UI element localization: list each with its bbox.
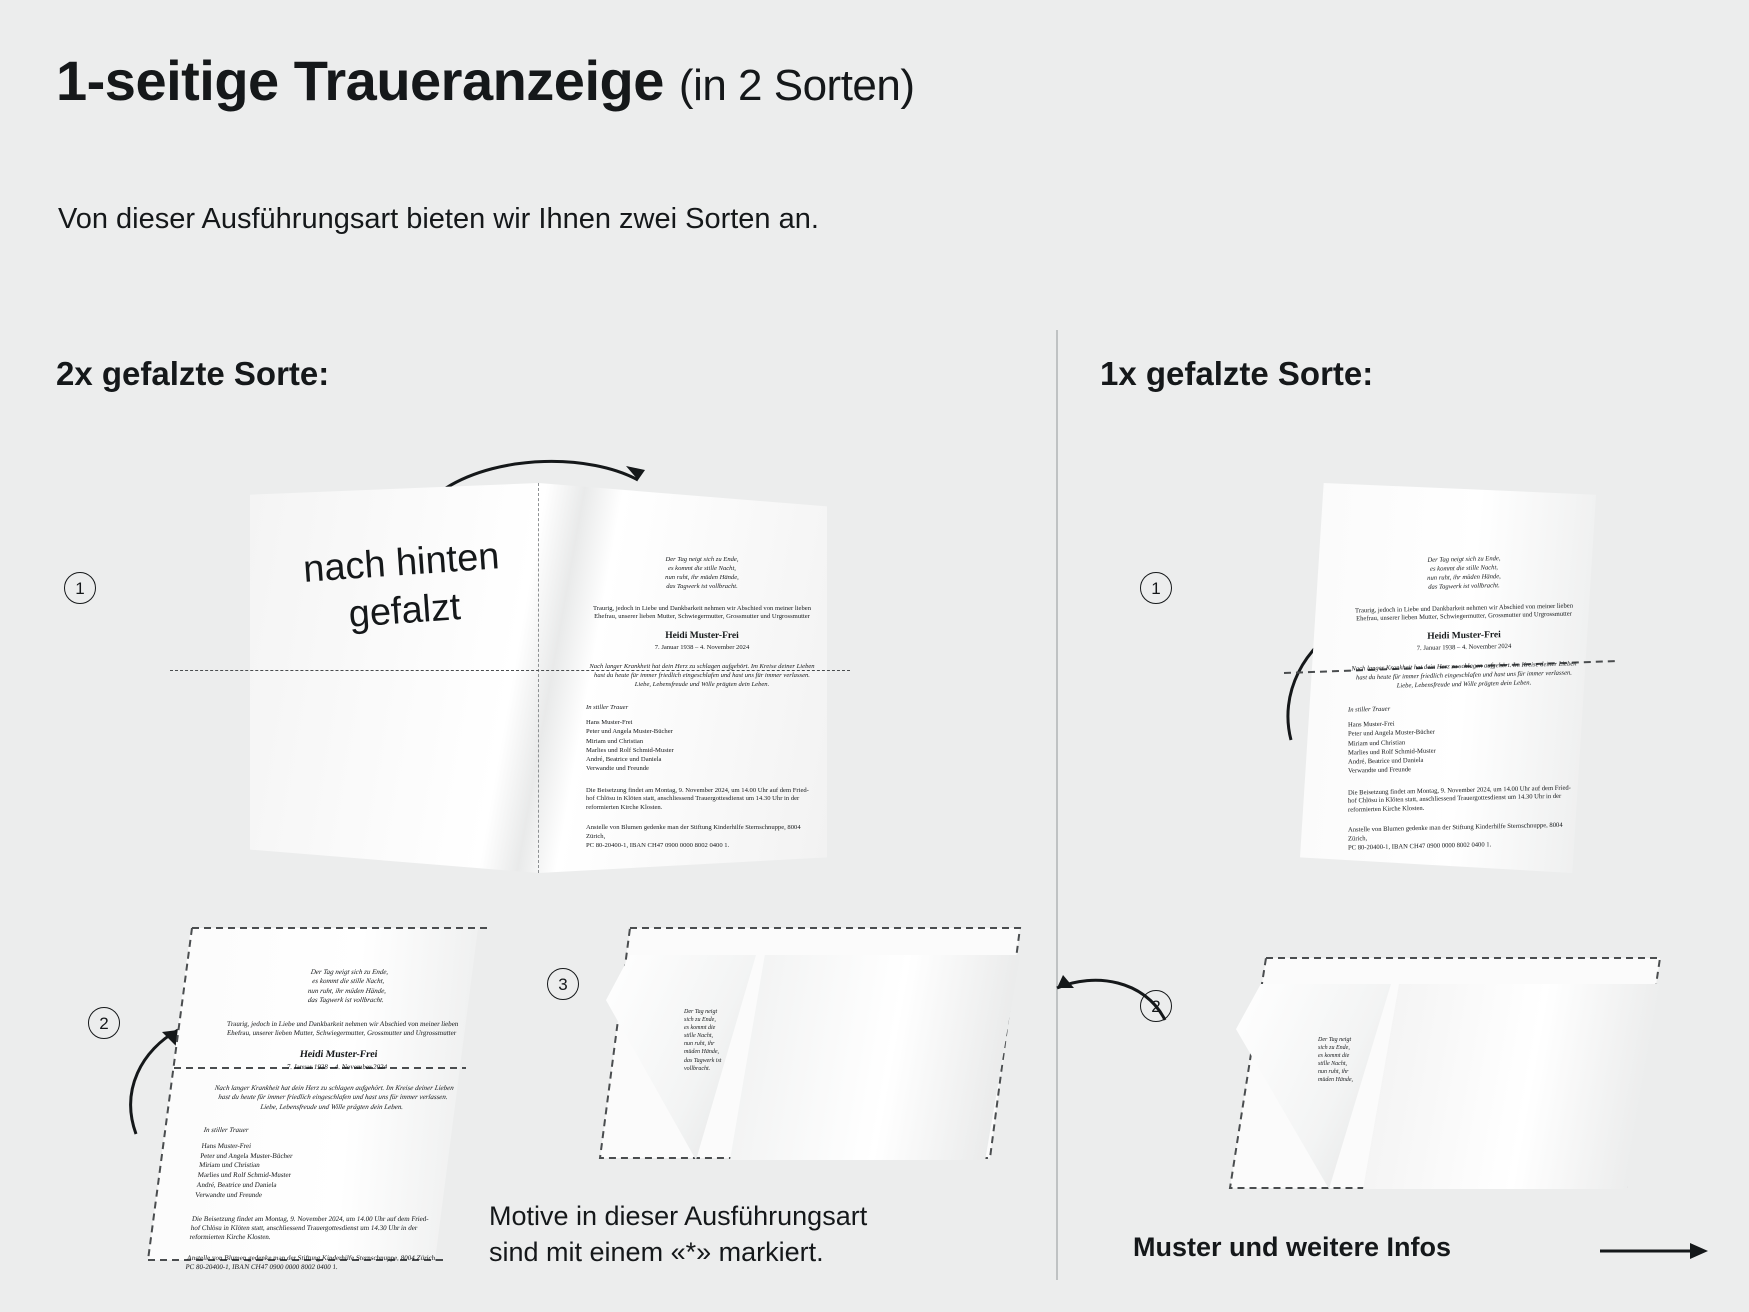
- obituary-name-r: Heidi Muster-Frei: [1427, 630, 1501, 643]
- step-marker-1-left-label: 1: [75, 578, 85, 598]
- obituary-text-step3-partial: Der Tag neigt sich zu Ende, es kommt die stille Nacht, nun ruht, ihr müden Hände, das Tagwerk ist vollbracht.: [684, 1009, 722, 1072]
- obituary-name-2: Heidi Muster-Frei: [299, 1048, 379, 1060]
- motive-note-line1: Motive in dieser Ausführungsart: [489, 1201, 868, 1231]
- motive-note-line2: sind mit einem «*» markiert.: [489, 1237, 824, 1268]
- obituary-poem-2: Der Tag neigt sich zu Ende, es kommt die stille Nacht, nun ruht, ihr müden Hände, das Tagwerk ist vollbracht.: [307, 968, 389, 1005]
- fold-arrow-step2-right-icon: [1045, 968, 1175, 1038]
- spread-center-fold: [538, 483, 539, 873]
- obituary-donation-r: Anstelle von Blumen gedenke man der Stiftung Kinderhilfe Sternschnuppe, 8004 Zürich, PC 80-20400-1, IBAN CH47 0900 0000 8002 0400 1.: [1348, 821, 1563, 852]
- obituary-text-right-open: [1348, 553, 1580, 853]
- step-marker-2-left: [88, 1007, 120, 1039]
- page-title: [56, 48, 915, 113]
- obituary-mourners-2: In stiller Trauer Hans Muster-Frei Peter und Angela Muster-Bücher Miriam und Christian Marlies und Rolf Schmid-Muster André, Beatrice und Daniela Verwandte und Freunde: [194, 1125, 294, 1199]
- obituary-mourn-head: In stiller Trauer: [586, 704, 629, 712]
- obituary-funeral-r: Die Beisetzung findet am Montag, 9. November 2024, um 14.00 Uhr auf dem Fried- hof Chlösu in Klöten statt, anschliessend Trauergottesdienst um 14.30 Uhr in der reformierten Kirche Klosten.: [1348, 784, 1571, 814]
- step-marker-1-left: [64, 572, 96, 604]
- obituary-mourners: In stiller Trauer Hans Muster-Frei Peter und Angela Muster-Bücher Miriam und Christian Marlies und Rolf Schmid-Muster André, Beatrice und Daniela Verwandte und Freunde: [586, 703, 818, 774]
- obituary-dates-r: 7. Januar 1938 – 4. November 2024: [1416, 643, 1512, 653]
- obituary-intro: Traurig, jedoch in Liebe und Dankbarkeit nehmen wir Abschied von meiner lieben Ehefrau, unserer lieben Mutter, Schwiegermutter, Grossmutter und Urgrossmutter: [592, 604, 812, 621]
- obituary-poem: Der Tag neigt sich zu Ende, es kommt die stille Nacht, nun ruht, ihr müden Hände, das Tagwerk ist vollbracht.: [665, 556, 739, 590]
- leaflet-step3-front-sheet: [730, 955, 1020, 1160]
- page-lead: Von dieser Ausführungsart bieten wir Ihnen zwei Sorten an.: [58, 203, 819, 235]
- obituary-funeral-2: Die Beisetzung findet am Montag, 9. November 2024, um 14.00 Uhr auf dem Fried- hof Chlösu in Klöten statt, anschliessend Trauergottesdienst um 14.30 Uhr in der reformierten Kirche Klosten.: [189, 1214, 430, 1242]
- obituary-body-2: Nach langer Krankheit hat dein Herz zu schlagen aufgehört. Im Kreise deiner Lieben hast du heute für immer friedlich eingeschlafen und hast uns für immer verlassen. Liebe, Lebensfreude und Wille prägten dein Leben.: [214, 1083, 455, 1111]
- fold-instruction-label: [275, 531, 531, 643]
- column-heading-right: 1x gefalzte Sorte:: [1100, 355, 1374, 392]
- obituary-dates-2: 7. Januar 1938 – 4. November 2024: [286, 1062, 388, 1071]
- arrow-right-icon[interactable]: [1600, 1236, 1710, 1266]
- obituary-body-r: Nach langer Krankheit hat dein Herz zu schlagen aufgehört. Im Kreise deiner Lieben hast du heute für immer friedlich eingeschlafen und hast uns für immer verlassen. Liebe, Lebensfreude und Wille prägten dein Leben.: [1351, 660, 1577, 690]
- obituary-name: Heidi Muster-Frei: [665, 631, 739, 642]
- step-marker-1-right: [1140, 572, 1172, 604]
- column-heading-left: 2x gefalzte Sorte:: [56, 355, 330, 392]
- step-marker-3-left-label: 3: [558, 974, 568, 994]
- step-marker-2-left-label: 2: [99, 1013, 109, 1033]
- column-divider: [1056, 330, 1058, 1280]
- more-info-label[interactable]: Muster und weitere Infos: [1133, 1232, 1452, 1262]
- fold-instruction-line2: gefalzt: [347, 585, 462, 636]
- motive-note: [489, 1198, 867, 1271]
- obituary-text-step2-left: [185, 968, 475, 1273]
- obituary-text-spread: [586, 556, 818, 851]
- obituary-intro-2: Traurig, jedoch in Liebe und Dankbarkeit nehmen wir Abschied von meiner lieben Ehefrau, unserer lieben Mutter, Schwiegermutter, Grossmutter und Urgrossmutter: [226, 1019, 459, 1038]
- obituary-text-step2-right-partial: Der Tag neigt sich zu Ende, es kommt die stille Nacht, nun ruht, ihr müden Hände,: [1318, 1037, 1353, 1084]
- leaflet-step2-right-front: [1363, 984, 1663, 1189]
- step-marker-2-right-label: 2: [1151, 996, 1161, 1016]
- obituary-dates: 7. Januar 1938 – 4. November 2024: [654, 644, 750, 652]
- obituary-body: Nach langer Krankheit hat dein Herz zu schlagen aufgehört. Im Kreise deiner Lieben hast du heute für immer friedlich eingeschlafen und hast uns für immer verlassen. Liebe, Lebensfreude und Wille prägten dein Leben.: [589, 663, 815, 689]
- obituary-funeral: Die Beisetzung findet am Montag, 9. November 2024, um 14.00 Uhr auf dem Fried- hof Chlösu in Klöten statt, anschliessend Trauergottesdienst um 14.30 Uhr in der reformierten Kirche Klosten.: [586, 786, 809, 812]
- fold-instruction-line1: nach hinten: [301, 535, 501, 591]
- step-marker-3-left: [547, 968, 579, 1000]
- obituary-poem-r: Der Tag neigt sich zu Ende, es kommt die stille Nacht, nun ruht, ihr müden Hände, das Tagwerk ist vollbracht.: [1427, 555, 1501, 591]
- obituary-donation-2: Anstelle von Blumen gedenke man der Stiftung Kinderhilfe Sternschnuppe, 8004 Zürich, PC 80-20400-1, IBAN CH47 0900 0000 8002 0400 1.: [185, 1253, 438, 1272]
- obituary-intro-r: Traurig, jedoch in Liebe und Dankbarkeit nehmen wir Abschied von meiner lieben Ehefrau, unserer lieben Mutter, Schwiegermutter, Grossmutter und Urgrossmutter: [1354, 602, 1574, 623]
- page-title-sub: (in 2 Sorten): [678, 61, 915, 110]
- step-marker-1-right-label: 1: [1151, 578, 1161, 598]
- obituary-mourners-r: In stiller Trauer Hans Muster-Frei Peter und Angela Muster-Bücher Miriam und Christian Marlies und Rolf Schmid-Muster André, Beatrice und Daniela Verwandte und Freunde: [1348, 705, 1436, 775]
- obituary-donation: Anstelle von Blumen gedenke man der Stiftung Kinderhilfe Sternschnuppe, 8004 Zürich, PC 80-20400-1, IBAN CH47 0900 0000 8002 0400 1.: [586, 824, 801, 849]
- page-title-main: 1-seitige Traueranzeige: [56, 49, 679, 112]
